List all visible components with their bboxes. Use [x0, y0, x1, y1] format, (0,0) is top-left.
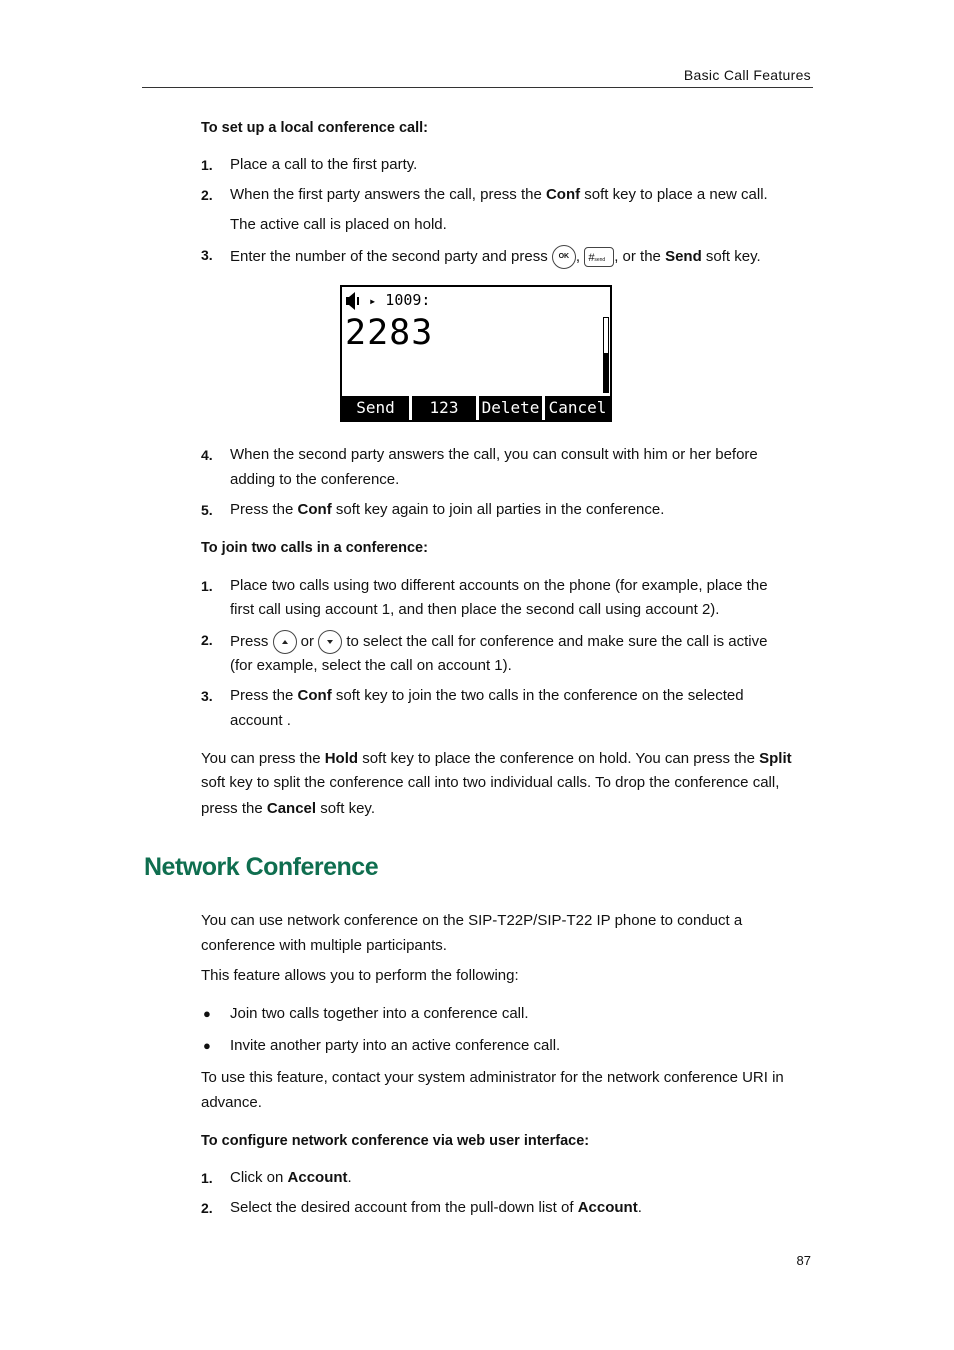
ok-button-icon: OK	[552, 245, 576, 269]
lcd-account-label: 1009:	[385, 291, 431, 309]
down-arrow-button-icon	[318, 630, 342, 654]
conf-key-label: Conf	[297, 687, 332, 704]
procedure-heading-local-conference: To set up a local conference call:	[201, 120, 428, 136]
step-number: 1.	[201, 1170, 213, 1186]
procedure-heading-network-conference: To configure network conference via web user interface:	[201, 1133, 590, 1149]
step-text-continued: account .	[230, 712, 291, 729]
step-text: Select the desired account from the pull-down list of Account.	[230, 1199, 642, 1216]
softkey-send: Send	[342, 396, 409, 420]
lcd-scrollbar	[603, 317, 609, 393]
step-text-continued: adding to the conference.	[230, 471, 400, 488]
conf-key-label: Conf	[297, 501, 332, 518]
header-divider	[142, 87, 813, 88]
list-item: Join two calls together into a conference call.	[230, 1005, 529, 1022]
hash-send-button-icon: #send	[584, 247, 614, 267]
paragraph: You can press the Hold soft key to place the conference on hold. You can press the Split	[201, 750, 792, 767]
step-number: 2.	[201, 187, 213, 203]
lcd-dialed-number: 2283	[345, 313, 434, 353]
step-number: 1.	[201, 157, 213, 173]
up-arrow-button-icon	[273, 630, 297, 654]
procedure-heading-join-calls: To join two calls in a conference:	[201, 540, 428, 556]
step-text: When the second party answers the call, you can consult with him or her before	[230, 446, 758, 463]
speaker-icon	[346, 292, 360, 310]
running-header: Basic Call Features	[683, 67, 811, 83]
step-number: 3.	[201, 247, 213, 263]
send-key-label: Send	[665, 247, 702, 265]
step-text: Enter the number of the second party and press OK , #send , or the Send soft key.	[230, 245, 761, 269]
step-number: 4.	[201, 447, 213, 463]
paragraph-continued: conference with multiple participants.	[201, 937, 447, 954]
step-text-continued: (for example, select the call on account 1).	[230, 657, 512, 674]
bullet-icon: ●	[203, 1006, 211, 1021]
split-key-label: Split	[759, 750, 792, 767]
softkey-123: 123	[412, 396, 476, 420]
step-text: Press the Conf soft key to join the two calls in the conference on the selected	[230, 687, 744, 704]
step-text: Click on Account.	[230, 1169, 352, 1186]
step-text: When the first party answers the call, press the Conf soft key to place a new call.	[230, 186, 768, 203]
lcd-status-line: ▸ 1009:	[346, 291, 430, 310]
section-title: Network Conference	[144, 853, 379, 881]
lcd-scrollbar-thumb	[604, 353, 608, 392]
hold-key-label: Hold	[324, 750, 359, 767]
account-menu-label: Account	[287, 1169, 348, 1186]
paragraph-continued: soft key to split the conference call into two individual calls. To drop the conference call,	[201, 774, 780, 791]
step-number: 1.	[201, 578, 213, 594]
bullet-icon: ●	[203, 1038, 211, 1053]
phone-lcd-screen	[340, 285, 612, 422]
step-text: Press or to select the call for conference and make sure the call is active	[230, 630, 767, 654]
paragraph: This feature allows you to perform the following:	[201, 967, 519, 984]
paragraph-continued: press the Cancel soft key.	[201, 800, 375, 817]
step-text-continued: The active call is placed on hold.	[230, 216, 447, 233]
cancel-key-label: Cancel	[266, 800, 317, 817]
paragraph: To use this feature, contact your system administrator for the network conference URI in	[201, 1069, 784, 1086]
paragraph: You can use network conference on the SIP-T22P/SIP-T22 IP phone to conduct a	[201, 912, 743, 929]
step-number: 3.	[201, 688, 213, 704]
step-text: Place a call to the first party.	[230, 156, 418, 173]
lcd-softkey-bar	[342, 396, 610, 420]
step-text: Press the Conf soft key again to join all parties in the conference.	[230, 501, 665, 518]
account-list-label: Account	[577, 1199, 638, 1216]
step-text: Place two calls using two different accounts on the phone (for example, place the	[230, 577, 768, 594]
list-item: Invite another party into an active conference call.	[230, 1037, 561, 1054]
conf-key-label: Conf	[545, 186, 581, 203]
softkey-delete: Delete	[479, 396, 542, 420]
softkey-cancel: Cancel	[545, 396, 610, 420]
step-number: 2.	[201, 1200, 213, 1216]
step-number: 2.	[201, 632, 213, 648]
step-text-continued: first call using account 1, and then place the second call using account 2).	[230, 601, 720, 618]
step-number: 5.	[201, 502, 213, 518]
page-number: 87	[796, 1253, 811, 1268]
paragraph-continued: advance.	[201, 1094, 262, 1111]
